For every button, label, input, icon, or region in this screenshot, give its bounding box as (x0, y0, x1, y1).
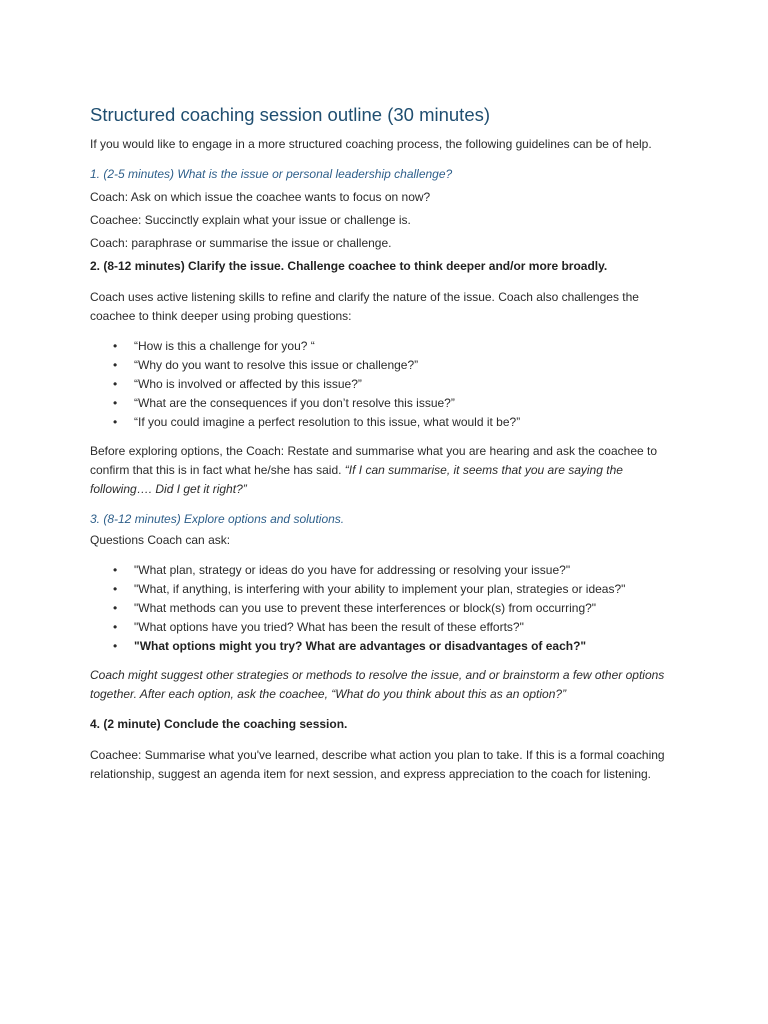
list-item-text: "What options have you tried? What has been the result of these efforts?" (134, 620, 524, 634)
bullet-icon: • (113, 563, 118, 577)
bullet-icon: • (113, 358, 118, 372)
bullet-icon: • (113, 396, 118, 410)
section1-line: Coach: paraphrase or summarise the issue or challenge. (90, 236, 392, 250)
list-item (90, 413, 685, 432)
bullet-icon: • (113, 377, 118, 391)
list-item-text: “How is this a challenge for you? “ (134, 339, 315, 353)
list-item-text: “If you could imagine a perfect resolution to this issue, what would it be?” (134, 415, 521, 429)
list-item-text: “What are the consequences if you don’t resolve this issue?” (134, 396, 455, 410)
restate-text: Before exploring options, the Coach: Restate and summarise what you are hearing and ask the coachee to confirm that this is in fact what he/she has said. (90, 444, 658, 477)
list-item (90, 618, 685, 637)
list-item (90, 356, 685, 375)
section4-heading: 4. (2 minute) Conclude the coaching session. (90, 717, 348, 731)
section3-heading: 3. (8-12 minutes) Explore options and solutions. (90, 512, 345, 526)
bullet-icon: • (113, 620, 118, 634)
intro-text: If you would like to engage in a more structured coaching process, the following guidelines can be of help. (90, 137, 652, 151)
section3-intro: Questions Coach can ask: (90, 533, 231, 547)
list-item-text: “Why do you want to resolve this issue or challenge?” (134, 358, 419, 372)
section3-note (90, 666, 685, 704)
section2-heading: 2. (8-12 minutes) Clarify the issue. Challenge coachee to think deeper and/or more broadly. (90, 259, 608, 273)
list-item-text: "What methods can you use to prevent these interferences or block(s) from occurring?" (134, 601, 597, 615)
restate-quote: “If I can summarise, it seems that you are saying the following…. Did I get it right?” (90, 463, 623, 496)
list-item (90, 599, 685, 618)
list-item-text: "What plan, strategy or ideas do you have for addressing or resolving your issue?" (134, 563, 571, 577)
section1-line: Coach: Ask on which issue the coachee wants to focus on now? (90, 190, 431, 204)
list-item-text: “Who is involved or affected by this issue?” (134, 377, 362, 391)
page-title: Structured coaching session outline (30 minutes) (90, 104, 491, 125)
restate-paragraph (90, 442, 685, 499)
list-item (90, 637, 685, 656)
list-item (90, 375, 685, 394)
bullet-icon: • (113, 415, 118, 429)
list-item (90, 394, 685, 413)
document-content (90, 103, 685, 795)
list-item (90, 580, 685, 599)
bullet-icon: • (113, 582, 118, 596)
list-item (90, 337, 685, 356)
bullet-icon: • (113, 639, 118, 653)
bullet-icon: • (113, 601, 118, 615)
section1-heading: 1. (2-5 minutes) What is the issue or personal leadership challenge? (90, 167, 453, 181)
section2-bullet-list (90, 337, 685, 432)
section4-paragraph: Coachee: Summarise what you've learned, describe what action you plan to take. If this is a formal coaching relationship, suggest an agenda item for next session, and express appreciation to the coach for listening. (90, 748, 665, 781)
section1-line: Coachee: Succinctly explain what your issue or challenge is. (90, 213, 411, 227)
note-text: Coach might suggest other strategies or methods to resolve the issue, and or brainstorm a few other options together. After each option, ask the coachee, (90, 668, 665, 701)
list-item (90, 561, 685, 580)
list-item-text: "What options might you try? What are advantages or disadvantages of each?" (134, 639, 587, 653)
list-item-text: "What, if anything, is interfering with your ability to implement your plan, strategies or ideas?" (134, 582, 626, 596)
section2-paragraph: Coach uses active listening skills to refine and clarify the nature of the issue. Coach also challenges the coachee to think deeper using probing questions: (90, 290, 639, 323)
section3-bullet-list (90, 561, 685, 656)
bullet-icon: • (113, 339, 118, 353)
note-quote: “What do you think about this as an option?” (331, 687, 567, 701)
